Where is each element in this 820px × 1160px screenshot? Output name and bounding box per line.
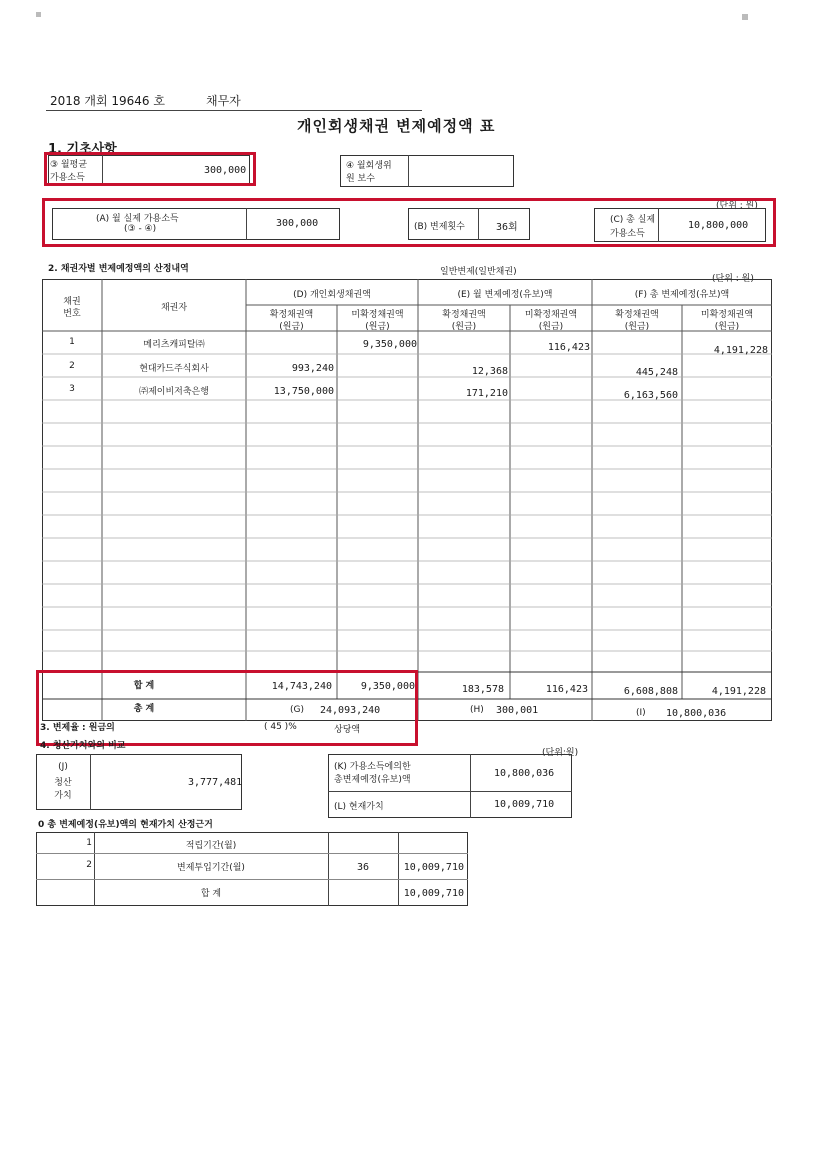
col-creditor-header: 채권자 [160, 303, 188, 313]
pv-row-no: 2 [86, 860, 92, 870]
repayment-rate-suffix: 상당액 [334, 725, 361, 735]
table-row-d2: 9,350,000 [362, 339, 417, 350]
avg-income-label: ③ 월평균 [50, 160, 88, 170]
f-unconfirmed-principal: (원금) [714, 322, 740, 332]
header-underline [46, 110, 422, 111]
sum-label: 합 계 [133, 681, 155, 691]
sum-e1: 183,578 [461, 684, 504, 695]
j-label: (J) [58, 762, 68, 772]
group-f-header: (F) 총 변제예정(유보)액 [634, 290, 730, 300]
pv-row-no: 1 [86, 838, 92, 848]
table-row-f2: 4,191,228 [713, 345, 768, 356]
table-row-d1: 993,240 [291, 363, 334, 374]
divider [470, 754, 471, 818]
h-label: (H) [470, 705, 484, 715]
a-label-2: (③ - ④) [124, 224, 157, 234]
table-row-f1: 445,248 [635, 367, 678, 378]
i-label: (I) [636, 708, 646, 718]
pv-sum-value: 10,009,710 [403, 888, 464, 899]
sum-f1: 6,608,808 [623, 686, 678, 697]
avg-income-label-2: 가용소득 [50, 173, 85, 183]
scan-mark [742, 14, 748, 20]
d-unconfirmed-principal: (원금) [365, 322, 390, 332]
divider [36, 879, 468, 880]
section-5-heading: 0 총 변제예정(유보)액의 현재가치 산정근거 [38, 820, 213, 830]
j-label-3: 가치 [54, 791, 72, 801]
trustee-fee-label: ④ 월회생위 [346, 161, 392, 171]
d-confirmed-principal: (원금) [279, 322, 304, 332]
k-label: (K) 가용소득에의한 [334, 762, 411, 772]
e-unconfirmed-header: 미확정채권액 [524, 310, 578, 320]
case-number: 2018 개회 19646 호 [50, 94, 165, 108]
b-label: (B) 변제횟수 [414, 222, 465, 232]
c-label: (C) 총 실제 [610, 215, 656, 225]
table-row-f1: 6,163,560 [623, 390, 678, 401]
i-value: 10,800,036 [666, 708, 727, 719]
section-2-heading: 2. 채권자별 변제예정액의 산정내역 [48, 264, 189, 274]
group-e-header: (E) 월 변제예정(유보)액 [457, 290, 553, 300]
unit-label: (단위 : 원) [716, 201, 758, 211]
pv-row-label: 적립기간(월) [185, 841, 237, 851]
sum-e2: 116,423 [545, 684, 588, 695]
page-title: 개인회생채권 변제예정액 표 [297, 117, 496, 135]
highlight-avg-income [44, 152, 256, 186]
group-d-header: (D) 개인회생채권액 [293, 290, 371, 300]
table-row-e1: 171,210 [465, 388, 508, 399]
section-2-subheading: 일반변제(일반채권) [440, 267, 517, 277]
table-row-d1: 13,750,000 [273, 386, 334, 397]
divider [408, 155, 409, 187]
table-row-no: 1 [69, 337, 75, 347]
debtor-label: 채무자 [206, 94, 241, 108]
a-label: (A) 월 실제 가용소득 [96, 214, 179, 224]
section-3-label: 3. 변제율 : 원금의 [40, 723, 115, 733]
col-no-header-2: 번호 [63, 309, 81, 319]
l-value: 10,009,710 [494, 799, 555, 810]
table-row-creditor: ㈜제이비저축은행 [139, 387, 209, 397]
k-value: 10,800,036 [494, 768, 555, 779]
table-row-e1: 12,368 [471, 366, 508, 377]
section-1-heading: 1. 기초사항 [48, 142, 117, 157]
pv-row-months: 36 [356, 862, 370, 873]
table-row-creditor: 메리츠캐피탈㈜ [143, 340, 205, 350]
pv-sum-label: 합 계 [200, 889, 222, 899]
e-unconfirmed-principal: (원금) [538, 322, 564, 332]
f-confirmed-header: 확정채권액 [615, 310, 659, 320]
g-value: 24,093,240 [320, 705, 381, 716]
highlight-income-row [42, 198, 776, 247]
sum-f2: 4,191,228 [711, 686, 766, 697]
pv-row-value: 10,009,710 [403, 862, 464, 873]
g-label: (G) [290, 705, 304, 715]
e-confirmed-header: 확정채권액 [442, 310, 486, 320]
unit-label: (단위 : 원) [712, 274, 754, 284]
unit-label: (단위:원) [542, 748, 579, 758]
k-label-2: 총변제예정(유보)액 [334, 775, 411, 785]
avg-income-value: 300,000 [204, 165, 247, 176]
total-label: 총 계 [133, 704, 155, 714]
divider [36, 853, 468, 854]
f-confirmed-principal: (원금) [624, 322, 650, 332]
d-confirmed-header: 확정채권액 [269, 310, 314, 320]
col-no-header: 채권 [63, 297, 81, 307]
d-unconfirmed-header: 미확정채권액 [351, 310, 404, 320]
repayment-rate: ( 45 )% [264, 722, 297, 732]
a-value: 300,000 [276, 218, 319, 229]
f-unconfirmed-header: 미확정채권액 [700, 310, 754, 320]
c-label-2: 가용소득 [610, 229, 645, 239]
pv-row-label: 변제투입기간(월) [177, 863, 245, 873]
section-4-heading: 4. 청산가치와의 비교 [40, 741, 126, 751]
b-value: 36회 [496, 222, 518, 233]
table-row-creditor: 현대카드주식회사 [139, 364, 209, 374]
l-label: (L) 현재가치 [334, 802, 384, 812]
divider [90, 754, 91, 810]
j-label-2: 청산 [54, 778, 72, 788]
table-row-e2: 116,423 [547, 342, 590, 353]
scan-mark [36, 12, 41, 17]
divider [328, 791, 572, 792]
h-value: 300,001 [496, 705, 539, 716]
e-confirmed-principal: (원금) [451, 322, 477, 332]
sum-d1: 14,743,240 [271, 681, 332, 692]
trustee-fee-label-2: 원 보수 [346, 174, 375, 184]
table-row-no: 3 [69, 384, 75, 394]
table-row-no: 2 [69, 361, 75, 371]
j-value: 3,777,481 [188, 777, 243, 788]
highlight-total-rows [36, 670, 418, 746]
sum-d2: 9,350,000 [360, 681, 415, 692]
c-value: 10,800,000 [688, 220, 749, 231]
